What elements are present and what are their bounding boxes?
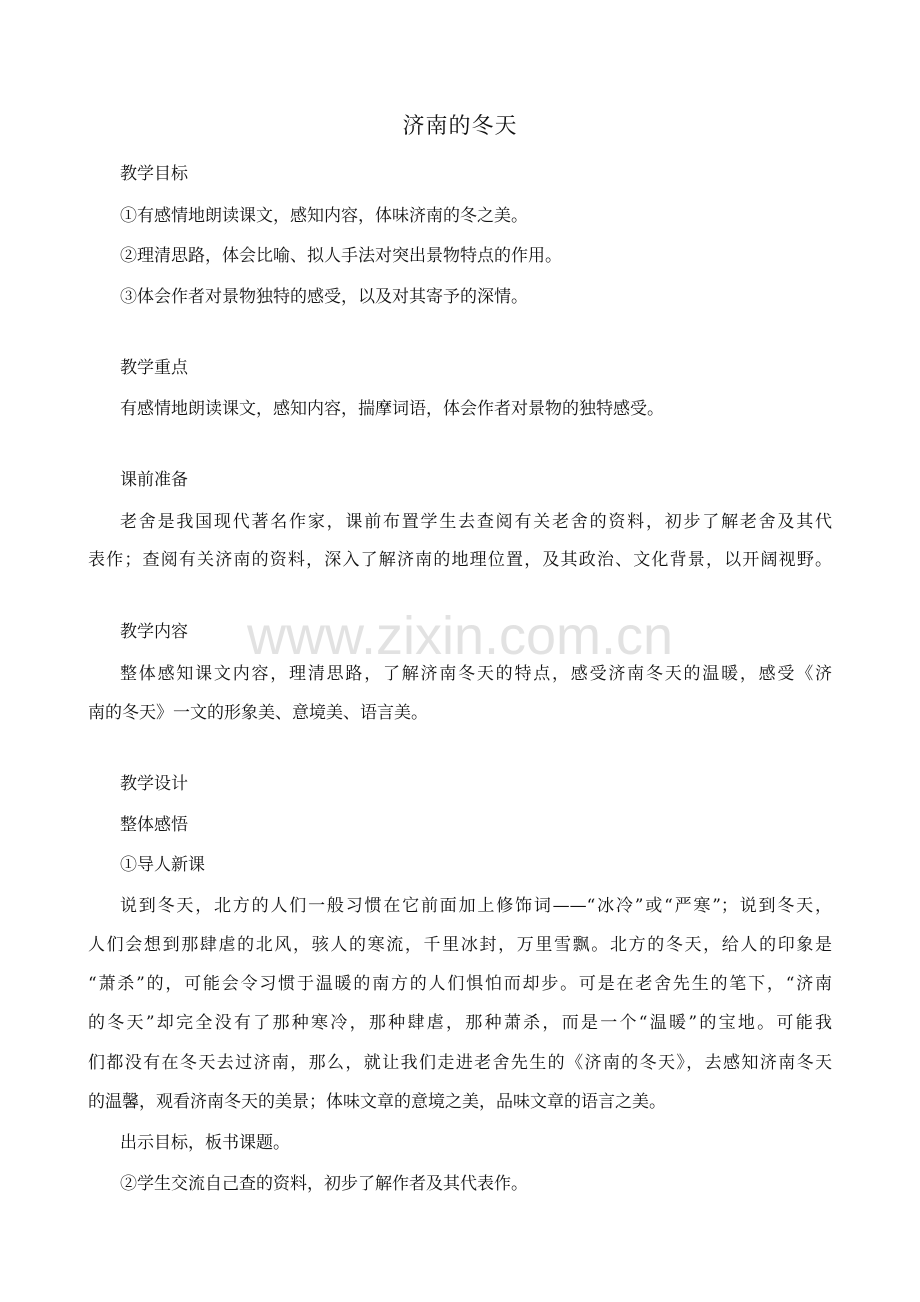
preparation-line-1: 老舍是我国现代著名作家，课前布置学生去查阅有关老舍的资料，初步了解老舍及其代 [120,512,832,532]
section-heading-objectives: 教学目标 [120,164,188,184]
preparation-line-2: 表作；查阅有关济南的资料，深入了解济南的地理位置，及其政治、文化背景，以开阔视野。 [88,550,832,570]
design-paragraph-line-4: 的冬天”却完全没有了那种寒冷，那种肆虐，那种萧杀，而是一个“温暖”的宝地。可能我 [88,1013,832,1033]
design-subheading: 整体感悟 [120,815,188,835]
design-step-1: ①导人新课 [120,855,205,875]
objective-item-2: ②理清思路，体会比喻、拟人手法对突出景物特点的作用。 [120,246,562,266]
design-paragraph-line-6: 的温馨，观看济南冬天的美景；体味文章的意境之美，品味文章的语言之美。 [88,1092,666,1112]
design-paragraph-line-2: 人们会想到那肆虐的北风，骇人的寒流，千里冰封，万里雪飘。北方的冬天，给人的印象是 [88,935,832,955]
section-heading-preparation: 课前准备 [120,470,188,490]
watermark: www.zixin.com.cn [246,606,674,666]
design-note: 出示目标，板书课题。 [120,1133,290,1153]
section-heading-content: 教学内容 [120,622,188,642]
design-paragraph-line-1: 说到冬天，北方的人们一般习惯在它前面加上修饰词——“冰冷”或“严寒”；说到冬天， [120,896,832,916]
document-title: 济南的冬天 [402,114,518,139]
objective-item-3: ③体会作者对景物独特的感受，以及对其寄予的深情。 [120,287,528,307]
objective-item-1: ①有感情地朗读课文，感知内容，体味济南的冬之美。 [120,206,528,226]
design-step-2: ②学生交流自己查的资料，初步了解作者及其代表作。 [120,1174,528,1194]
section-heading-focus: 教学重点 [120,358,188,378]
content-line-2: 南的冬天》一文的形象美、意境美、语言美。 [88,703,428,723]
section-heading-design: 教学设计 [120,774,188,794]
design-paragraph-line-5: 们都没有在冬天去过济南，那么，就让我们走进老舍先生的《济南的冬天》，去感知济南冬天 [88,1053,832,1073]
focus-text: 有感情地朗读课文，感知内容，揣摩词语，体会作者对景物的独特感受。 [120,399,664,419]
content-line-1: 整体感知课文内容，理清思路，了解济南冬天的特点，感受济南冬天的温暖，感受《济 [120,664,832,684]
design-paragraph-line-3: “萧杀”的，可能会令习惯于温暖的南方的人们惧怕而却步。可是在老舍先生的笔下，“济南 [88,974,832,994]
